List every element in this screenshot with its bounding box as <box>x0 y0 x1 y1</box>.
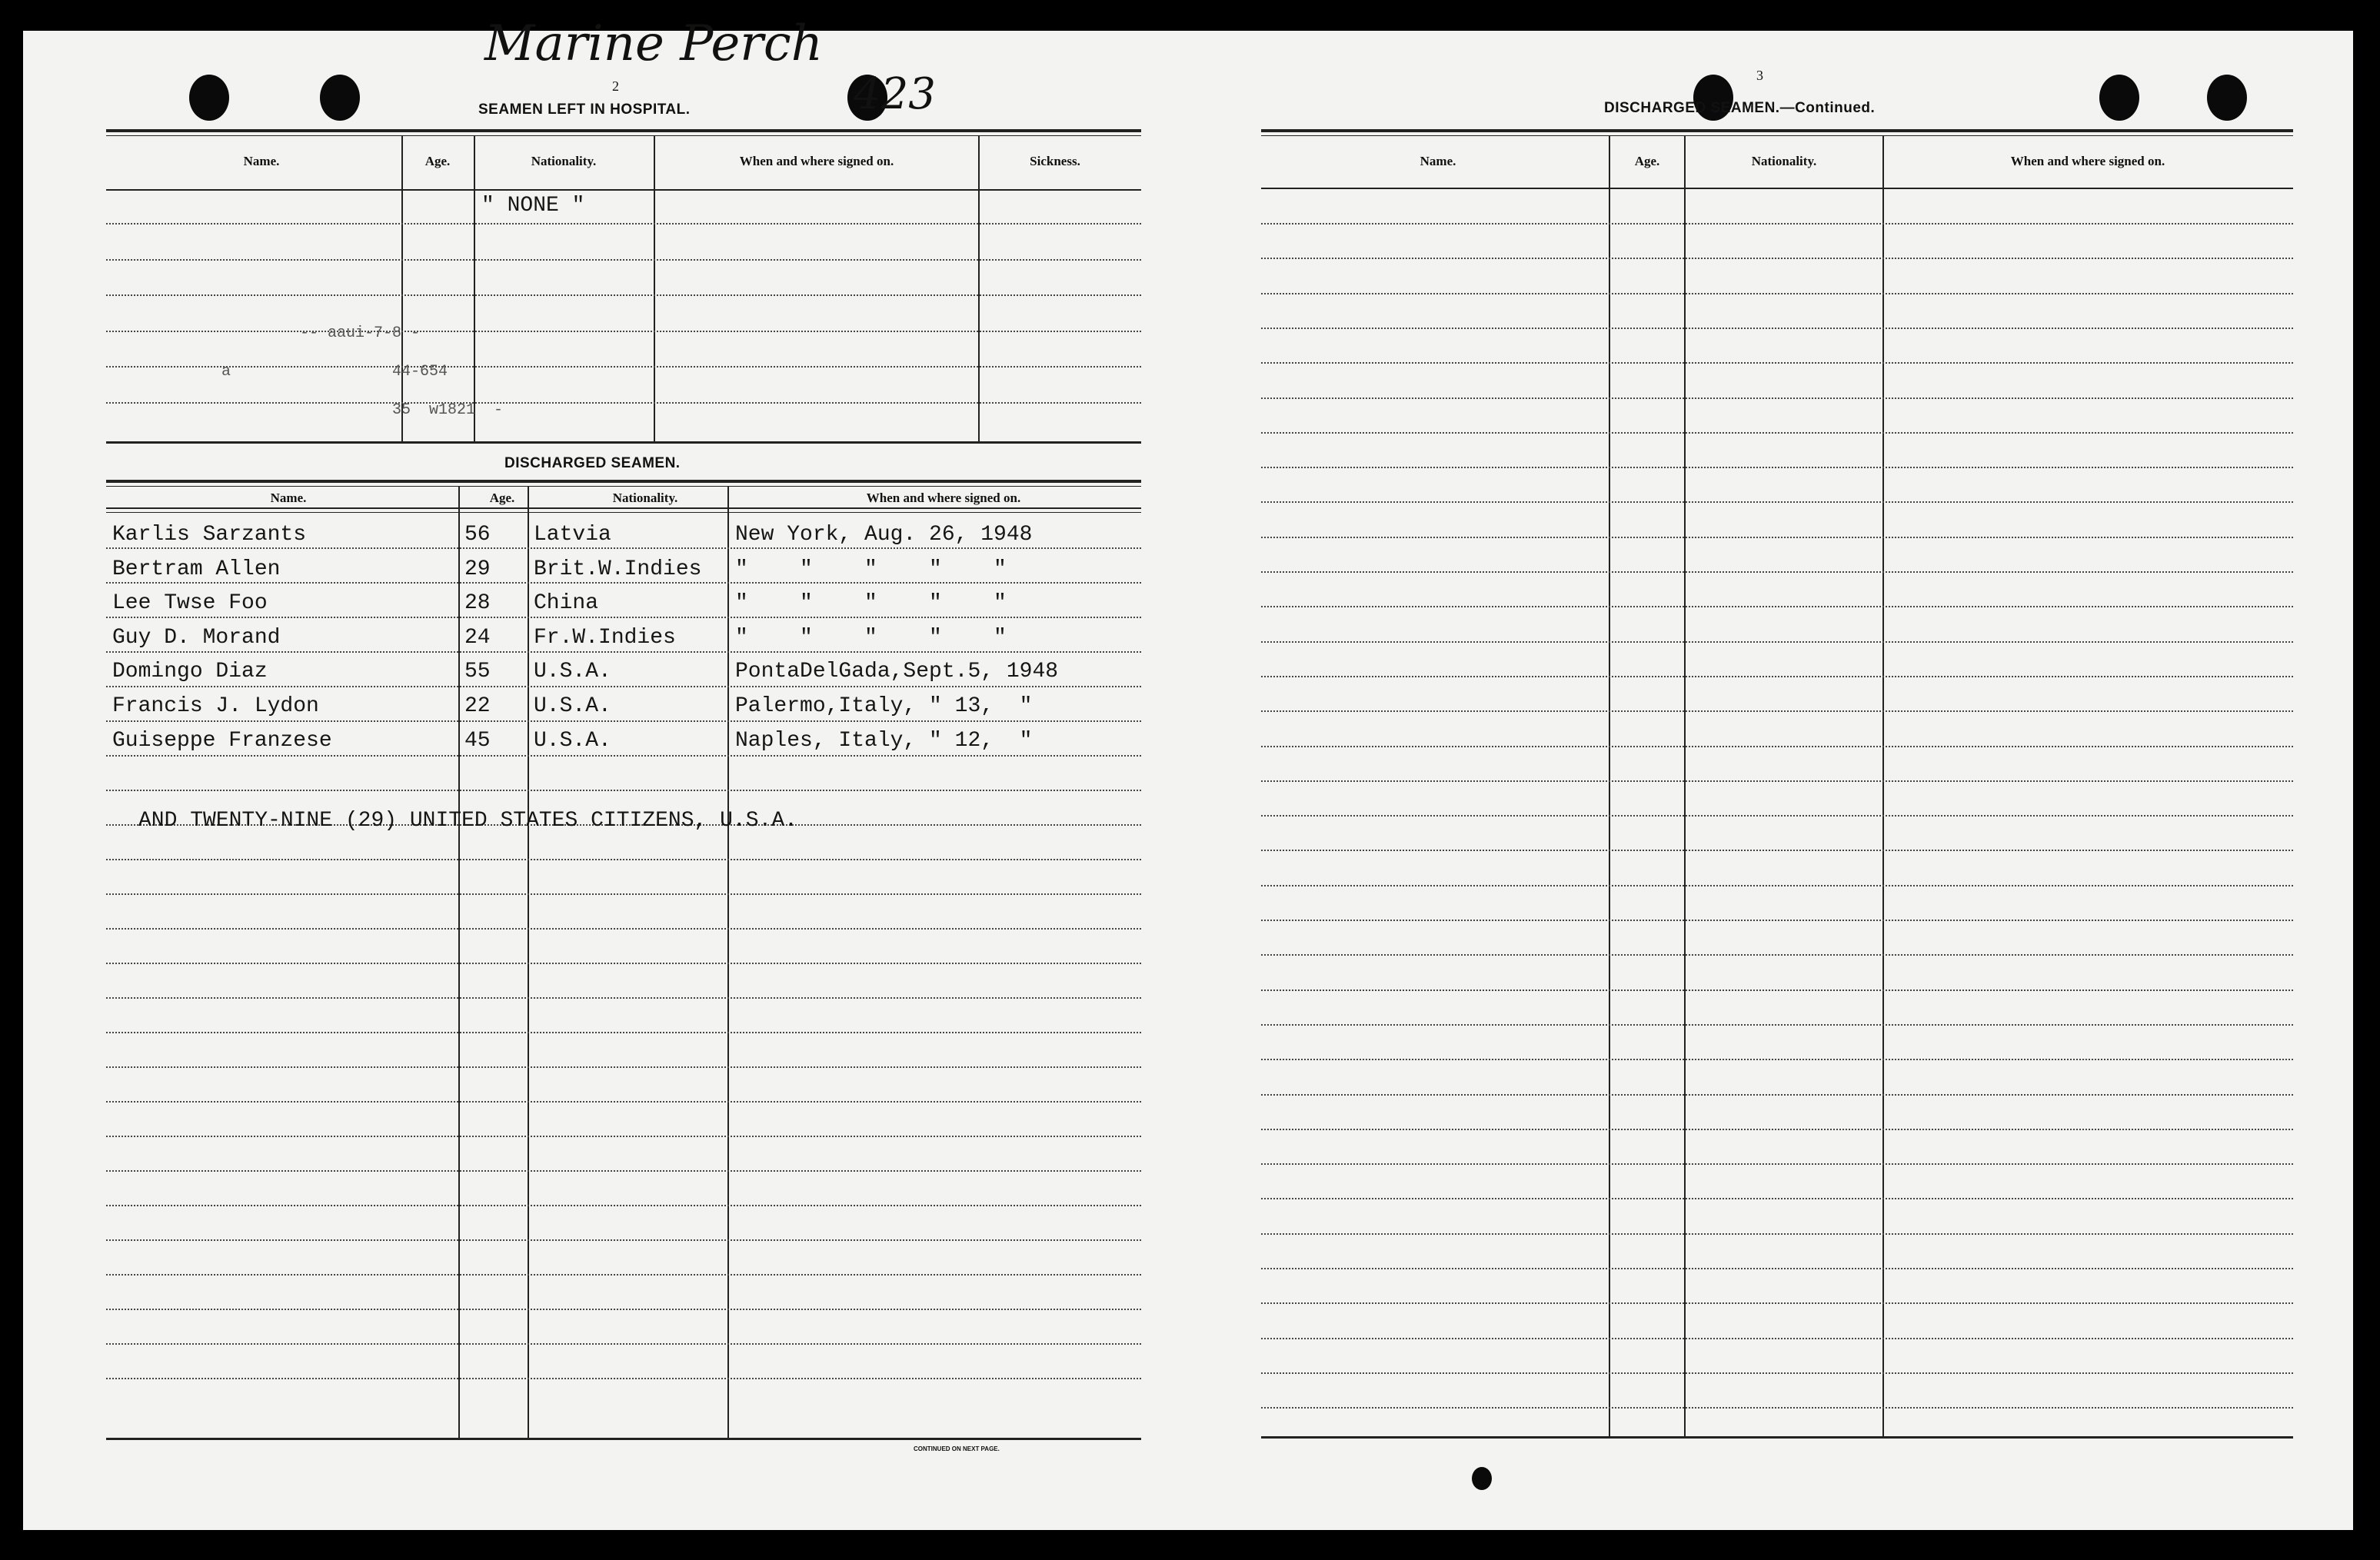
discharged-header-rule <box>106 507 1141 509</box>
right-col-divider <box>1882 135 1884 1436</box>
dotted-rule-line <box>106 1205 1141 1206</box>
row-nationality: U.S.A. <box>534 728 611 753</box>
row-age: 56 <box>464 523 491 547</box>
dotted-rule-line <box>1261 780 2293 782</box>
hospital-stray-mark: a <box>221 363 231 381</box>
hospital-header-nationality: Nationality. <box>531 154 597 168</box>
dotted-rule-line <box>1261 1233 2293 1235</box>
row-age: 24 <box>464 625 491 650</box>
dotted-rule-line <box>1261 1129 2293 1130</box>
row-age: 55 <box>464 660 491 684</box>
dotted-rule-line <box>1261 815 2293 817</box>
dotted-rule-line <box>1261 606 2293 607</box>
hospital-stray-mark: 44-654 <box>392 363 448 381</box>
dotted-rule-line <box>106 582 1141 584</box>
dotted-rule-line <box>1261 1407 2293 1409</box>
row-signed-on: " " " " " <box>735 591 1007 616</box>
continued-footer: CONTINUED ON NEXT PAGE. <box>914 1445 1000 1452</box>
dotted-rule-line <box>106 1309 1141 1310</box>
right-header-rule <box>1261 188 2293 189</box>
row-name: Lee Twse Foo <box>112 591 268 616</box>
dotted-rule-line <box>106 1066 1141 1068</box>
dotted-rule-line <box>1261 501 2293 503</box>
dotted-rule-line <box>106 928 1141 930</box>
dotted-rule-line <box>106 1378 1141 1379</box>
dotted-rule-line <box>1261 954 2293 956</box>
document-sheet <box>23 15 2353 1530</box>
row-nationality: Fr.W.Indies <box>534 625 676 650</box>
dotted-rule-line <box>1261 1163 2293 1165</box>
dotted-rule-line <box>106 997 1141 999</box>
handwritten-title: Marine Perch <box>484 15 823 72</box>
dotted-rule-line <box>1261 710 2293 712</box>
row-name: Guiseppe Franzese <box>112 728 332 753</box>
dotted-rule-line <box>1261 850 2293 851</box>
discharged-header-age: Age. <box>489 491 515 505</box>
row-name: Karlis Sarzants <box>112 523 307 547</box>
hospital-col-divider <box>401 135 403 441</box>
hospital-stray-mark: -- aaui-7-8 - <box>300 324 421 342</box>
row-nationality: China <box>534 591 599 616</box>
dotted-rule-line <box>106 859 1141 860</box>
hospital-header-name: Name. <box>243 154 280 168</box>
right-top-rule <box>1261 129 2293 132</box>
dotted-rule-line <box>106 1343 1141 1345</box>
hospital-header-sickness: Sickness. <box>1030 154 1080 168</box>
row-signed-on: Naples, Italy, " 12, " <box>735 728 1033 753</box>
dotted-rule-line <box>1261 1338 2293 1339</box>
discharged-header-rule-lower <box>106 512 1141 513</box>
dotted-rule-line <box>106 893 1141 895</box>
dotted-rule-line <box>1261 223 2293 225</box>
binder-hole <box>189 75 229 121</box>
dotted-rule-line <box>1261 990 2293 991</box>
right-col-divider <box>1684 135 1686 1436</box>
hospital-header-rule <box>106 189 1141 191</box>
dotted-rule-line <box>1261 1198 2293 1199</box>
dotted-rule-line <box>106 790 1141 791</box>
row-name: Bertram Allen <box>112 557 281 581</box>
discharged-header-name: Name. <box>270 491 307 505</box>
right-header-nationality: Nationality. <box>1751 154 1817 168</box>
binder-hole <box>2099 75 2139 121</box>
row-signed-on: New York, Aug. 26, 1948 <box>735 523 1033 547</box>
dotted-rule-line <box>1261 746 2293 747</box>
dotted-rule-line <box>1261 1268 2293 1269</box>
right-header-age: Age. <box>1634 154 1660 168</box>
binder-hole <box>2207 75 2247 121</box>
dotted-rule-line <box>106 259 1141 261</box>
hospital-top-rule-thin <box>106 135 1141 136</box>
dotted-rule-line <box>106 617 1141 618</box>
dotted-rule-line <box>106 1101 1141 1103</box>
handwritten-number: 423 <box>854 69 936 119</box>
dotted-rule-line <box>1261 537 2293 538</box>
hospital-col-divider <box>474 135 475 441</box>
dotted-rule-line <box>1261 362 2293 364</box>
row-age: 28 <box>464 591 491 616</box>
right-header-signed-on: When and where signed on. <box>2010 154 2165 168</box>
row-age: 29 <box>464 557 491 581</box>
hospital-col-divider <box>654 135 655 441</box>
discharged-section-title: DISCHARGED SEAMEN. <box>504 455 681 471</box>
hospital-header-age: Age. <box>424 154 451 168</box>
hospital-none-entry: " NONE " <box>481 194 585 218</box>
dotted-rule-line <box>1261 258 2293 259</box>
row-nationality: U.S.A. <box>534 694 611 718</box>
hospital-stray-mark: 35 w1821 - <box>392 401 504 419</box>
right-page-number: 3 <box>1756 68 1763 83</box>
row-signed-on: " " " " " <box>735 557 1007 581</box>
discharged-header-signed-on: When and where signed on. <box>866 491 1021 505</box>
dotted-rule-line <box>106 1170 1141 1172</box>
dotted-rule-line <box>106 331 1141 332</box>
row-signed-on: " " " " " <box>735 625 1007 650</box>
dotted-rule-line <box>1261 1302 2293 1304</box>
row-signed-on: PontaDelGada,Sept.5, 1948 <box>735 660 1059 684</box>
dotted-rule-line <box>106 1032 1141 1033</box>
dotted-rule-line <box>106 651 1141 653</box>
binder-hole <box>1472 1467 1492 1490</box>
dotted-rule-line <box>106 720 1141 722</box>
binder-hole <box>320 75 360 121</box>
dotted-rule-line <box>1261 293 2293 294</box>
dotted-rule-line <box>1261 328 2293 329</box>
right-header-name: Name. <box>1420 154 1456 168</box>
dotted-rule-line <box>106 366 1141 368</box>
row-name: Francis J. Lydon <box>112 694 319 718</box>
row-signed-on: Palermo,Italy, " 13, " <box>735 694 1033 718</box>
dotted-rule-line <box>1261 432 2293 434</box>
dotted-rule-line <box>1261 1024 2293 1026</box>
dotted-rule-line <box>106 963 1141 964</box>
dotted-rule-line <box>106 1239 1141 1241</box>
dotted-rule-line <box>1261 1372 2293 1374</box>
row-nationality: U.S.A. <box>534 660 611 684</box>
row-name: Domingo Diaz <box>112 660 268 684</box>
dotted-rule-line <box>106 1274 1141 1276</box>
hospital-top-rule <box>106 129 1141 132</box>
dotted-rule-line <box>1261 397 2293 399</box>
hospital-bottom-rule <box>106 441 1141 444</box>
row-age: 22 <box>464 694 491 718</box>
right-top-rule-thin <box>1261 135 2293 136</box>
row-age: 45 <box>464 728 491 753</box>
dotted-rule-line <box>1261 571 2293 573</box>
dotted-rule-line <box>1261 676 2293 677</box>
dotted-rule-line <box>106 294 1141 296</box>
row-nationality: Brit.W.Indies <box>534 557 702 581</box>
hospital-section-title: SEAMEN LEFT IN HOSPITAL. <box>478 101 691 118</box>
dotted-rule-line <box>106 755 1141 757</box>
discharged-top-rule-thin <box>106 486 1141 487</box>
dotted-rule-line <box>106 686 1141 687</box>
discharged-col-divider <box>727 486 729 1438</box>
hospital-header-signed-on: When and where signed on. <box>739 154 894 168</box>
dotted-rule-line <box>1261 1059 2293 1060</box>
right-bottom-rule <box>1261 1436 2293 1439</box>
dotted-rule-line <box>1261 641 2293 643</box>
dotted-rule-line <box>106 223 1141 225</box>
discharged-col-divider <box>528 486 529 1438</box>
dotted-rule-line <box>1261 1094 2293 1096</box>
discharged-header-nationality: Nationality. <box>612 491 678 505</box>
dotted-rule-line <box>1261 920 2293 921</box>
dotted-rule-line <box>106 1136 1141 1137</box>
discharged-top-rule <box>106 480 1141 483</box>
right-section-title: DISCHARGED SEAMEN.—Continued. <box>1604 100 1876 116</box>
discharged-col-divider <box>458 486 460 1438</box>
dotted-rule-line <box>106 402 1141 404</box>
left-page-number: 2 <box>612 78 619 94</box>
right-col-divider <box>1609 135 1610 1436</box>
discharged-bottom-rule <box>106 1438 1141 1440</box>
discharged-summary: AND TWENTY-NINE (29) UNITED STATES CITIZENS, U.S.A. <box>138 809 797 833</box>
dotted-rule-line <box>106 547 1141 549</box>
dotted-rule-line <box>1261 885 2293 886</box>
hospital-col-divider <box>978 135 980 441</box>
dotted-rule-line <box>1261 467 2293 468</box>
row-name: Guy D. Morand <box>112 625 281 650</box>
row-nationality: Latvia <box>534 523 611 547</box>
